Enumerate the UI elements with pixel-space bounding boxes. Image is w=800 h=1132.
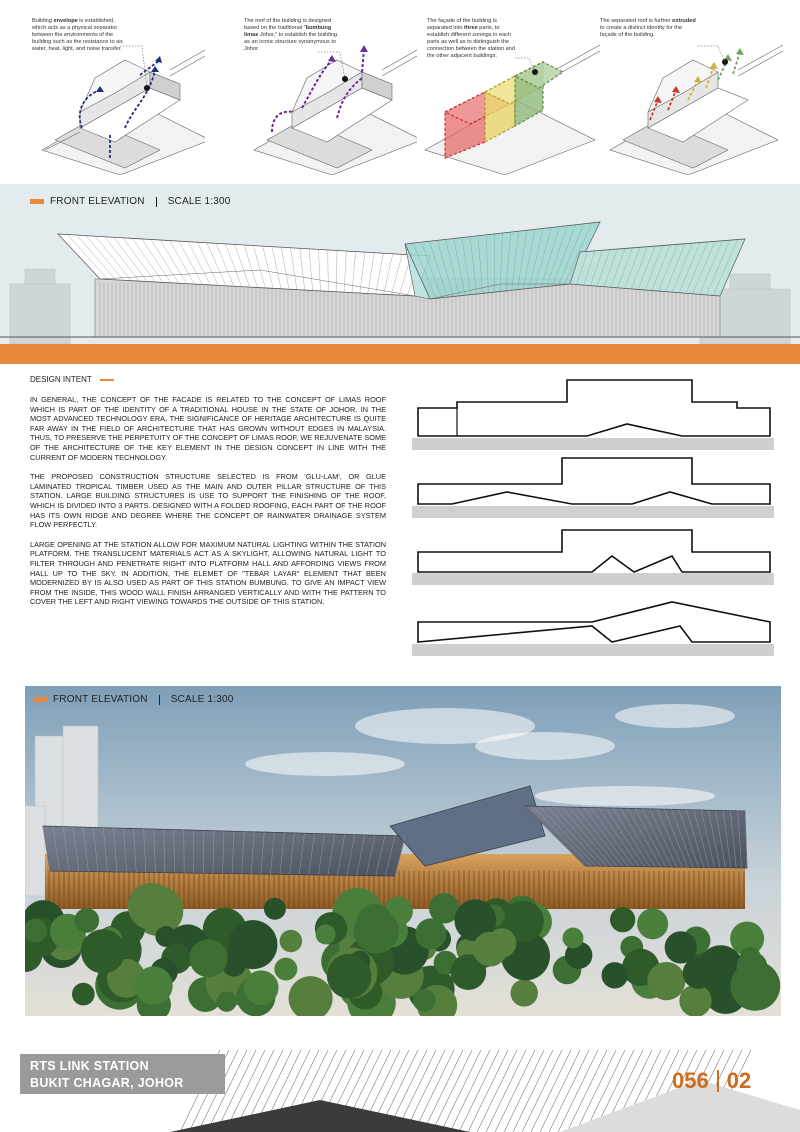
exterior-render	[25, 686, 781, 1016]
intent-paragraph: LARGE OPENING AT THE STATION ALLOW FOR MAXIMUM NATURAL LIGHTING WITHIN THE STATION PLATFORM. THE TRANSLUCENT MATERIALS ACT AS A SKYLIGHT, ALLOWING NATURAL LIGHT TO FILTER THROUGH AND PENETRATE RIGHT INTO PLATFORM HALL AND AFFORDING VIEWS FROM HALL UP TO THE SKY. IN ADDITION, THE ELEMET OF "TEBAR LAYAR" ELEMENT THAT BEEN MODERNIZED BY IS ALSO USED AS PART OF THIS STATION BUMBUNG. TO GIVE AN IMPACT VIEW FROM THE INSIDE, THIS WOOD WALL FINISH ARRANGED VERTICALLY AND WITH THE PATTERN TO COVER THE LEFT AND RIGHT VIEWING TOWARDS THE OUTSIDE OF THIS STATION.	[30, 539, 386, 607]
intent-paragraph: THE PROPOSED CONSTRUCTION STRUCTURE SELECTED IS FROM 'GLU-LAM', OR GLUE LAMINATED TROPICAL TIMBER USED AS THE MAIN AND OUTER PILLAR STRUCTURE OF THIS STATION. LARGE BUILDING STRUCTURES IS USE TO SUPPORT THE FINISHING OF THE ROOF, WHICH IS DIVIDED INTO 3 PARTS. DESIGNED WITH A FOLDED ROOFING, EACH PART OF THE ROOF HAS ITS OWN RIDGE AND DEGREE WHERE THE CONCEPT OF RAINWATER DRAINAGE SYSTEM FLOW PERFECTLY.	[30, 472, 386, 530]
section-diagram-3	[412, 530, 774, 585]
orange-divider-band	[0, 344, 800, 364]
diagram-facade-zoning	[415, 0, 600, 175]
design-intent-heading	[30, 375, 386, 384]
render-label: FRONT ELEVATION	[53, 694, 148, 705]
diagram-envelope	[20, 0, 205, 175]
elevation-title	[30, 196, 230, 207]
accent-dash	[100, 379, 114, 381]
design-intent-title: DESIGN INTENT	[30, 375, 92, 384]
intent-paragraph: IN GENERAL, THE CONCEPT OF THE FACADE IS RELATED TO THE CONCEPT OF LIMAS ROOF WHICH IS PART OF THE IDENTITY OF A TRADITIONAL HOUSE IN THE STATE OF JOHOR. IN THE MOST ADVANCED TECHNOLOGY ERA, THE SIGNIFICANCE OF HERITAGE ARCHITECTURE IS QUITE FAR AWAY IN THE FIELD OF ARCHITECTURE THAT HAS GROWN WITHOUT EDGES IN MALAYSIA. THUS, TO PRESERVE THE PERPETUITY OF THE CONCEPT OF LIMAS ROOF, WE REJUVENATE SOME OF THE ARCHITECTURE OF THE KEY ELEMENT IN THE DESIGN CONCEPT IN LINE WITH THE CURRENT OF MODERN TECHNOLOGY.	[30, 395, 386, 462]
elevation-drawing	[0, 184, 800, 364]
section-diagram-4	[412, 602, 774, 656]
design-intent-section	[30, 375, 386, 617]
diagram-caption: The separated roof is further extruded to create a distinct identity for the façade of the building.	[600, 18, 696, 38]
page-number	[672, 1068, 751, 1094]
render-title	[33, 694, 233, 705]
front-elevation-panel	[0, 184, 800, 364]
render-illustration	[25, 686, 781, 1016]
project-title-line1: RTS LINK STATION	[30, 1059, 149, 1073]
render-scale: SCALE 1:300	[170, 694, 234, 705]
elevation-scale: SCALE 1:300	[167, 196, 231, 207]
section-diagram-2	[412, 458, 774, 518]
footer	[0, 1040, 800, 1132]
sheet-number: 056	[672, 1068, 709, 1093]
roof-section-diagrams	[412, 376, 774, 658]
section-diagram-1	[412, 380, 774, 450]
accent-swatch	[33, 697, 47, 702]
title-divider	[156, 197, 157, 207]
accent-swatch	[30, 199, 44, 204]
diagram-roof	[232, 0, 417, 175]
project-title-block	[20, 1054, 225, 1094]
diagram-caption: The façade of the building is separated into three parts, to establish different zonings in each parts as well as to distinguish the connection between the station and the other adjacent buildings.	[427, 18, 516, 59]
page-number-divider	[717, 1070, 719, 1092]
diagram-caption: Building envelope is established, which acts as a physical separator between the environments of the building such as the resistance to air, water, heat, light, and noise transfer.	[32, 18, 124, 52]
elevation-label: FRONT ELEVATION	[50, 196, 145, 207]
diagram-extruded-roof	[588, 0, 773, 175]
diagram-caption: The roof of the building is designed based on the traditional "bumbung limas Johor," to establish the building as an iconic structure synanymous to Johor.	[244, 18, 338, 52]
project-title-line2: BUKIT CHAGAR, JOHOR	[30, 1076, 184, 1090]
title-divider	[159, 695, 160, 705]
page-index: 02	[726, 1068, 752, 1093]
